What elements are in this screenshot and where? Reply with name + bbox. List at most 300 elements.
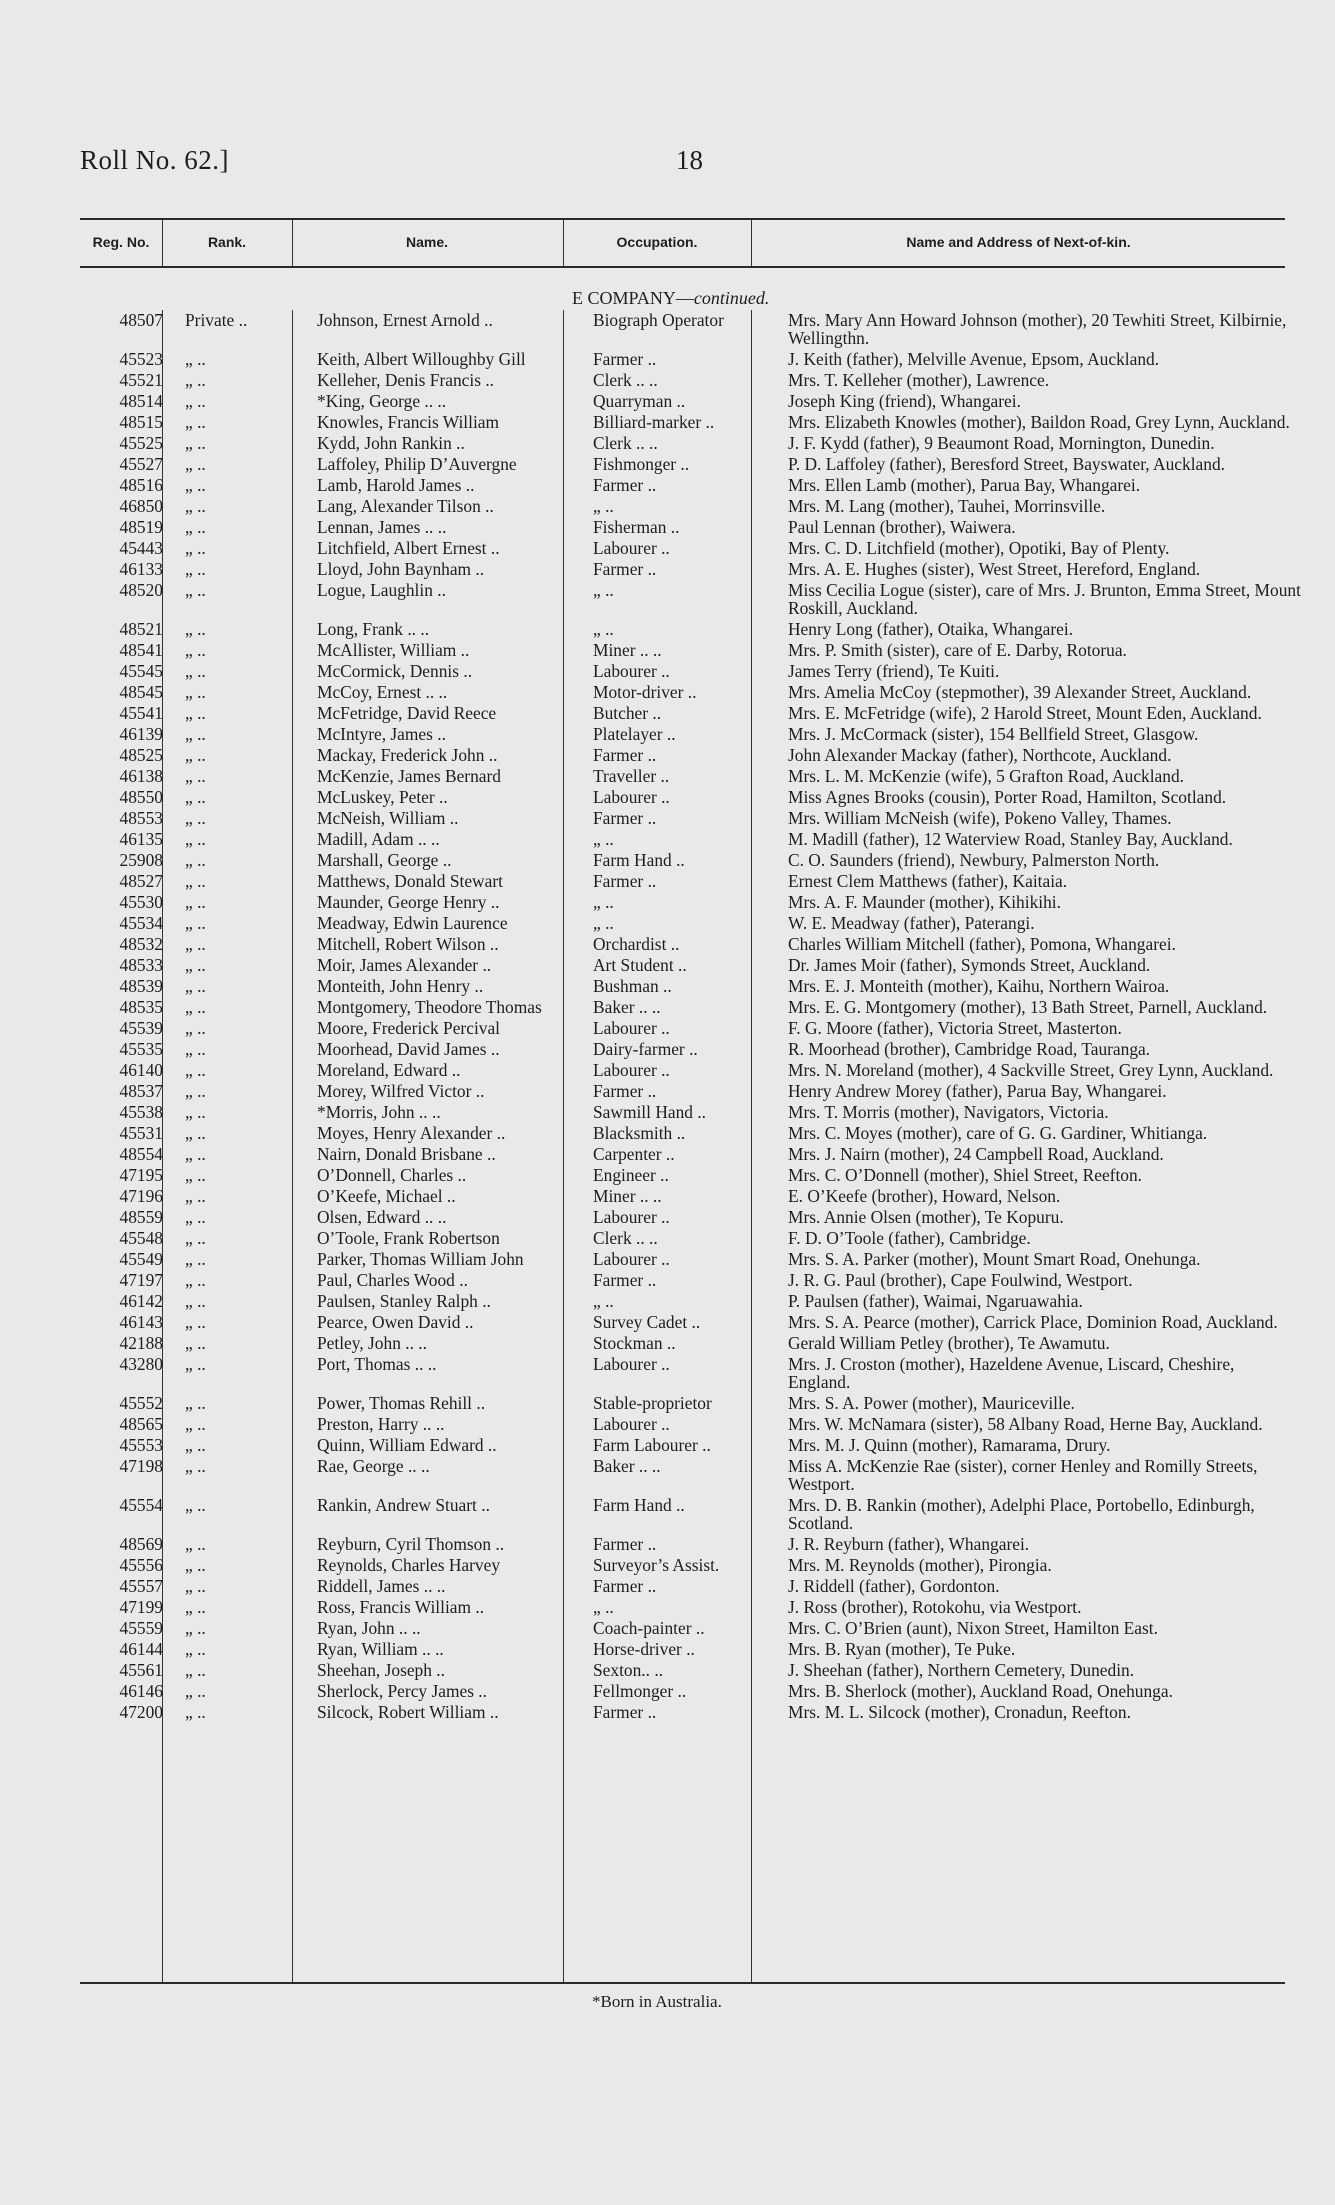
name-cell: Moore, Frederick Percival [317, 1018, 501, 1038]
rank-cell: „ .. [185, 1270, 206, 1290]
rank-cell: „ .. [185, 976, 206, 996]
reg-number: 45535 [119, 1039, 163, 1059]
name-cell: Power, Thomas Rehill .. [317, 1393, 486, 1413]
table-row [80, 1456, 1305, 1495]
rank-cell: „ .. [185, 682, 206, 702]
occupation-cell: Labourer .. [593, 661, 670, 681]
occupation-cell: Survey Cadet .. [593, 1312, 701, 1332]
occupation-cell: Labourer .. [593, 1414, 670, 1434]
next-of-kin-cell: J. Riddell (father), Gordonton. [788, 1576, 1000, 1596]
rank-cell: „ .. [185, 1681, 206, 1701]
occupation-cell: „ .. [593, 892, 614, 912]
next-of-kin-cell: Mrs. C. O’Brien (aunt), Nixon Street, Hamilton East. [788, 1618, 1158, 1638]
rank-cell: „ .. [185, 1228, 206, 1248]
rank-cell: „ .. [185, 934, 206, 954]
occupation-cell: Fisherman .. [593, 517, 680, 537]
rank-cell: „ .. [185, 829, 206, 849]
name-cell: Moorhead, David James .. [317, 1039, 500, 1059]
reg-number: 45538 [119, 1102, 163, 1122]
name-cell: McFetridge, David Reece [317, 703, 497, 723]
name-cell: Petley, John .. .. [317, 1333, 427, 1353]
occupation-cell: Labourer .. [593, 1354, 670, 1374]
table-row [80, 433, 1305, 454]
table-row [80, 1018, 1305, 1039]
reg-number: 48515 [119, 412, 163, 432]
col-header-name: Name. [405, 234, 449, 250]
reg-number: 46133 [119, 559, 163, 579]
occupation-cell: Stable-proprietor [593, 1393, 712, 1413]
reg-number: 48514 [119, 391, 163, 411]
rank-cell: „ .. [185, 1333, 206, 1353]
rank-cell: „ .. [185, 724, 206, 744]
occupation-cell: Farm Labourer .. [593, 1435, 711, 1455]
reg-number: 45523 [119, 349, 163, 369]
occupation-cell: Farmer .. [593, 745, 657, 765]
table-row [80, 1186, 1305, 1207]
next-of-kin-cell: Mrs. M. Reynolds (mother), Pirongia. [788, 1555, 1052, 1575]
reg-number: 48527 [119, 871, 163, 891]
name-cell: Mackay, Frederick John .. [317, 745, 498, 765]
next-of-kin-cell: Miss Cecilia Logue (sister), care of Mrs. J. Brunton, Emma Street, Mount Roskill, Auckland. [788, 580, 1301, 618]
reg-number: 48550 [119, 787, 163, 807]
table-row [80, 1576, 1305, 1597]
reg-number: 47198 [119, 1456, 163, 1476]
table-row [80, 1414, 1305, 1435]
name-cell: O’Toole, Frank Robertson [317, 1228, 500, 1248]
table-bottom-rule [80, 1982, 1285, 1984]
reg-number: 46850 [119, 496, 163, 516]
name-cell: Quinn, William Edward .. [317, 1435, 497, 1455]
next-of-kin-cell: Dr. James Moir (father), Symonds Street, Auckland. [788, 955, 1151, 975]
table-row [80, 580, 1305, 619]
next-of-kin-cell: Mrs. B. Sherlock (mother), Auckland Road, Onehunga. [788, 1681, 1173, 1701]
rank-cell: „ .. [185, 892, 206, 912]
occupation-cell: Farmer .. [593, 1576, 657, 1596]
next-of-kin-cell: J. R. Reyburn (father), Whangarei. [788, 1534, 1030, 1554]
reg-number: 47199 [119, 1597, 163, 1617]
next-of-kin-cell: Mrs. Ellen Lamb (mother), Parua Bay, Whangarei. [788, 475, 1141, 495]
rank-cell: „ .. [185, 1702, 206, 1722]
occupation-cell: Dairy-farmer .. [593, 1039, 698, 1059]
occupation-cell: „ .. [593, 619, 614, 639]
reg-number: 48533 [119, 955, 163, 975]
occupation-cell: Labourer .. [593, 538, 670, 558]
table-row [80, 310, 1305, 349]
table-row [80, 370, 1305, 391]
header-divider [162, 220, 163, 266]
next-of-kin-cell: Gerald William Petley (brother), Te Awamutu. [788, 1333, 1110, 1353]
reg-number: 46143 [119, 1312, 163, 1332]
reg-number: 45553 [119, 1435, 163, 1455]
name-cell: McIntyre, James .. [317, 724, 446, 744]
name-cell: Ryan, John .. .. [317, 1618, 421, 1638]
col-header-kin: Name and Address of Next-of-kin. [906, 234, 1131, 250]
name-cell: Rankin, Andrew Stuart .. [317, 1495, 490, 1515]
occupation-cell: Art Student .. [593, 955, 687, 975]
occupation-cell: Orchardist .. [593, 934, 680, 954]
occupation-cell: Engineer .. [593, 1165, 669, 1185]
rank-cell: „ .. [185, 1039, 206, 1059]
next-of-kin-cell: Mrs. William McNeish (wife), Pokeno Valley, Thames. [788, 808, 1172, 828]
table-row [80, 1228, 1305, 1249]
occupation-cell: Clerk .. .. [593, 1228, 658, 1248]
occupation-cell: „ .. [593, 829, 614, 849]
reg-number: 45525 [119, 433, 163, 453]
reg-number: 48559 [119, 1207, 163, 1227]
name-cell: Moyes, Henry Alexander .. [317, 1123, 506, 1143]
table-row [80, 1312, 1305, 1333]
name-cell: Parker, Thomas William John [317, 1249, 524, 1269]
table-row [80, 1249, 1305, 1270]
name-cell: Moir, James Alexander .. [317, 955, 492, 975]
rank-cell: „ .. [185, 640, 206, 660]
name-cell: Paul, Charles Wood .. [317, 1270, 468, 1290]
rank-cell: „ .. [185, 703, 206, 723]
name-cell: Lloyd, John Baynham .. [317, 559, 485, 579]
table-row [80, 1060, 1305, 1081]
reg-number: 46139 [119, 724, 163, 744]
next-of-kin-cell: Mrs. S. A. Pearce (mother), Carrick Place, Dominion Road, Auckland. [788, 1312, 1278, 1332]
next-of-kin-cell: Miss A. McKenzie Rae (sister), corner Henley and Romilly Streets, Westport. [788, 1456, 1258, 1494]
rank-cell: „ .. [185, 1495, 206, 1515]
table-row [80, 619, 1305, 640]
name-cell: Ross, Francis William .. [317, 1597, 485, 1617]
reg-number: 46144 [119, 1639, 163, 1659]
name-cell: Kelleher, Denis Francis .. [317, 370, 495, 390]
rank-cell: „ .. [185, 1207, 206, 1227]
next-of-kin-cell: Mrs. C. D. Litchfield (mother), Opotiki, Bay of Plenty. [788, 538, 1170, 558]
table-row [80, 1354, 1305, 1393]
rank-cell: „ .. [185, 1618, 206, 1638]
reg-number: 48541 [119, 640, 163, 660]
next-of-kin-cell: J. Keith (father), Melville Avenue, Epsom, Auckland. [788, 349, 1160, 369]
name-cell: Ryan, William .. .. [317, 1639, 444, 1659]
next-of-kin-cell: Ernest Clem Matthews (father), Kaitaia. [788, 871, 1068, 891]
reg-number: 45552 [119, 1393, 163, 1413]
header-divider [751, 220, 752, 266]
reg-number: 48535 [119, 997, 163, 1017]
table-row [80, 913, 1305, 934]
table-row [80, 850, 1305, 871]
rank-cell: „ .. [185, 850, 206, 870]
next-of-kin-cell: Henry Andrew Morey (father), Parua Bay, Whangarei. [788, 1081, 1167, 1101]
next-of-kin-cell: Mrs. E. G. Montgomery (mother), 13 Bath Street, Parnell, Auckland. [788, 997, 1268, 1017]
rank-cell: „ .. [185, 1291, 206, 1311]
occupation-cell: Baker .. .. [593, 1456, 661, 1476]
rank-cell: „ .. [185, 1102, 206, 1122]
rank-cell: „ .. [185, 1312, 206, 1332]
next-of-kin-cell: Mrs. Amelia McCoy (stepmother), 39 Alexander Street, Auckland. [788, 682, 1252, 702]
occupation-cell: Horse-driver .. [593, 1639, 695, 1659]
table-row [80, 787, 1305, 808]
reg-number: 45443 [119, 538, 163, 558]
header-top-rule [80, 218, 1285, 220]
rank-cell: „ .. [185, 808, 206, 828]
header-bottom-rule [80, 266, 1285, 268]
rank-cell: „ .. [185, 1576, 206, 1596]
name-cell: Lennan, James .. .. [317, 517, 447, 537]
name-cell: Meadway, Edwin Laurence [317, 913, 508, 933]
col-header-reg: Reg. No. [92, 234, 150, 250]
reg-number: 45554 [119, 1495, 163, 1515]
reg-number: 48525 [119, 745, 163, 765]
occupation-cell: Farmer .. [593, 349, 657, 369]
col-header-occupation: Occupation. [616, 234, 698, 250]
rank-cell: „ .. [185, 538, 206, 558]
rank-cell: „ .. [185, 766, 206, 786]
table-row [80, 829, 1305, 850]
name-cell: Nairn, Donald Brisbane .. [317, 1144, 496, 1164]
rank-cell: „ .. [185, 1060, 206, 1080]
occupation-cell: Farmer .. [593, 1081, 657, 1101]
reg-number: 48537 [119, 1081, 163, 1101]
reg-number: 45545 [119, 661, 163, 681]
occupation-cell: Miner .. .. [593, 1186, 662, 1206]
name-cell: Litchfield, Albert Ernest .. [317, 538, 500, 558]
next-of-kin-cell: J. F. Kydd (father), 9 Beaumont Road, Mornington, Dunedin. [788, 433, 1215, 453]
name-cell: Silcock, Robert William .. [317, 1702, 499, 1722]
name-cell: Monteith, John Henry .. [317, 976, 484, 996]
rank-cell: „ .. [185, 997, 206, 1017]
reg-number: 46138 [119, 766, 163, 786]
company-continued: continued. [693, 288, 770, 308]
rank-cell: „ .. [185, 913, 206, 933]
table-row [80, 1291, 1305, 1312]
reg-number: 48520 [119, 580, 163, 600]
rank-cell: „ .. [185, 517, 206, 537]
occupation-cell: Baker .. .. [593, 997, 661, 1017]
next-of-kin-cell: Mrs. B. Ryan (mother), Te Puke. [788, 1639, 1016, 1659]
occupation-cell: „ .. [593, 496, 614, 516]
occupation-cell: Farmer .. [593, 559, 657, 579]
name-cell: Long, Frank .. .. [317, 619, 430, 639]
table-row [80, 1123, 1305, 1144]
rank-cell: „ .. [185, 745, 206, 765]
name-cell: Lang, Alexander Tilson .. [317, 496, 494, 516]
next-of-kin-cell: Mrs. D. B. Rankin (mother), Adelphi Place, Portobello, Edinburgh, Scotland. [788, 1495, 1255, 1533]
table-row [80, 496, 1305, 517]
occupation-cell: Butcher .. [593, 703, 662, 723]
table-row [80, 703, 1305, 724]
occupation-cell: Farmer .. [593, 475, 657, 495]
table-row [80, 1435, 1305, 1456]
occupation-cell: Clerk .. .. [593, 433, 658, 453]
reg-number: 48507 [119, 310, 163, 330]
rank-cell: „ .. [185, 871, 206, 891]
next-of-kin-cell: Mrs. J. Nairn (mother), 24 Campbell Road, Auckland. [788, 1144, 1164, 1164]
name-cell: Preston, Harry .. .. [317, 1414, 445, 1434]
next-of-kin-cell: Mrs. S. A. Parker (mother), Mount Smart Road, Onehunga. [788, 1249, 1201, 1269]
footnote: *Born in Australia. [592, 1992, 722, 2011]
reg-number: 47195 [119, 1165, 163, 1185]
name-cell: Moreland, Edward .. [317, 1060, 461, 1080]
table-row [80, 997, 1305, 1018]
name-cell: Riddell, James .. .. [317, 1576, 446, 1596]
table-row [80, 661, 1305, 682]
occupation-cell: Miner .. .. [593, 640, 662, 660]
table-row [80, 538, 1305, 559]
reg-number: 48521 [119, 619, 163, 639]
reg-number: 45530 [119, 892, 163, 912]
name-cell: Mitchell, Robert Wilson .. [317, 934, 499, 954]
rank-cell: „ .. [185, 1165, 206, 1185]
rank-cell: „ .. [185, 559, 206, 579]
occupation-cell: Quarryman .. [593, 391, 686, 411]
reg-number: 42188 [119, 1333, 163, 1353]
next-of-kin-cell: Mrs. E. McFetridge (wife), 2 Harold Street, Mount Eden, Auckland. [788, 703, 1262, 723]
name-cell: Maunder, George Henry .. [317, 892, 500, 912]
page-number: 18 [676, 145, 703, 175]
occupation-cell: Farmer .. [593, 1270, 657, 1290]
rank-cell: „ .. [185, 349, 206, 369]
table-row [80, 976, 1305, 997]
table-row [80, 1597, 1305, 1618]
rank-cell: „ .. [185, 1144, 206, 1164]
table-row [80, 1534, 1305, 1555]
next-of-kin-cell: Mrs. J. McCormack (sister), 154 Bellfield Street, Glasgow. [788, 724, 1199, 744]
reg-number: 47197 [119, 1270, 163, 1290]
name-cell: McAllister, William .. [317, 640, 470, 660]
name-cell: Olsen, Edward .. .. [317, 1207, 447, 1227]
next-of-kin-cell: Mrs. T. Kelleher (mother), Lawrence. [788, 370, 1050, 390]
occupation-cell: Traveller .. [593, 766, 670, 786]
occupation-cell: Carpenter .. [593, 1144, 675, 1164]
reg-number: 45521 [119, 370, 163, 390]
rank-cell: „ .. [185, 1456, 206, 1476]
name-cell: Pearce, Owen David .. [317, 1312, 474, 1332]
next-of-kin-cell: Mrs. Annie Olsen (mother), Te Kopuru. [788, 1207, 1064, 1227]
reg-number: 48519 [119, 517, 163, 537]
rank-cell: „ .. [185, 1555, 206, 1575]
reg-number: 43280 [119, 1354, 163, 1374]
occupation-cell: Stockman .. [593, 1333, 676, 1353]
occupation-cell: Farmer .. [593, 808, 657, 828]
occupation-cell: Platelayer .. [593, 724, 676, 744]
name-cell: Logue, Laughlin .. [317, 580, 446, 600]
rank-cell: „ .. [185, 412, 206, 432]
next-of-kin-cell: Henry Long (father), Otaika, Whangarei. [788, 619, 1074, 639]
rank-cell: „ .. [185, 1597, 206, 1617]
rank-cell: „ .. [185, 619, 206, 639]
occupation-cell: „ .. [593, 580, 614, 600]
table-row [80, 682, 1305, 703]
occupation-cell: Farmer .. [593, 1702, 657, 1722]
rank-cell: „ .. [185, 1639, 206, 1659]
occupation-cell: Sexton.. .. [593, 1660, 664, 1680]
name-cell: Montgomery, Theodore Thomas [317, 997, 542, 1017]
rank-cell: Private .. [185, 310, 248, 330]
occupation-cell: Farm Hand .. [593, 850, 685, 870]
table-row [80, 1144, 1305, 1165]
name-cell: Paulsen, Stanley Ralph .. [317, 1291, 491, 1311]
rank-cell: „ .. [185, 787, 206, 807]
name-cell: O’Keefe, Michael .. [317, 1186, 456, 1206]
table-row [80, 454, 1305, 475]
next-of-kin-cell: C. O. Saunders (friend), Newbury, Palmerston North. [788, 850, 1160, 870]
next-of-kin-cell: F. G. Moore (father), Victoria Street, Masterton. [788, 1018, 1122, 1038]
occupation-cell: Labourer .. [593, 1018, 670, 1038]
next-of-kin-cell: Mrs. S. A. Power (mother), Mauriceville. [788, 1393, 1075, 1413]
next-of-kin-cell: Mrs. M. J. Quinn (mother), Ramarama, Drury. [788, 1435, 1111, 1455]
next-of-kin-cell: Mrs. Mary Ann Howard Johnson (mother), 20 Tewhiti Street, Kilbirnie, Wellingthn. [788, 310, 1287, 348]
table-row [80, 871, 1305, 892]
table-row [80, 412, 1305, 433]
occupation-cell: Farmer .. [593, 1534, 657, 1554]
occupation-cell: Fellmonger .. [593, 1681, 687, 1701]
rank-cell: „ .. [185, 454, 206, 474]
header-divider [563, 220, 564, 266]
table-row [80, 1660, 1305, 1681]
rank-cell: „ .. [185, 1660, 206, 1680]
name-cell: Knowles, Francis William [317, 412, 500, 432]
occupation-cell: „ .. [593, 913, 614, 933]
company-heading [572, 288, 769, 309]
name-cell: Laffoley, Philip D’Auvergne [317, 454, 517, 474]
reg-number: 45561 [119, 1660, 163, 1680]
next-of-kin-cell: P. Paulsen (father), Waimai, Ngaruawahia. [788, 1291, 1083, 1311]
reg-number: 45559 [119, 1618, 163, 1638]
next-of-kin-cell: Joseph King (friend), Whangarei. [788, 391, 1021, 411]
next-of-kin-cell: Mrs. M. Lang (mother), Tauhei, Morrinsville. [788, 496, 1106, 516]
reg-number: 45549 [119, 1249, 163, 1269]
next-of-kin-cell: Mrs. C. Moyes (mother), care of G. G. Gardiner, Whitianga. [788, 1123, 1208, 1143]
name-cell: McLuskey, Peter .. [317, 787, 448, 807]
roster-table [80, 310, 1305, 1723]
table-row [80, 391, 1305, 412]
name-cell: Kydd, John Rankin .. [317, 433, 465, 453]
rank-cell: „ .. [185, 955, 206, 975]
table-row [80, 1039, 1305, 1060]
next-of-kin-cell: James Terry (friend), Te Kuiti. [788, 661, 1000, 681]
occupation-cell: Labourer .. [593, 1249, 670, 1269]
next-of-kin-cell: Mrs. L. M. McKenzie (wife), 5 Grafton Road, Auckland. [788, 766, 1185, 786]
table-row [80, 1081, 1305, 1102]
table-row [80, 1618, 1305, 1639]
occupation-cell: Labourer .. [593, 1060, 670, 1080]
table-row [80, 559, 1305, 580]
next-of-kin-cell: Mrs. W. McNamara (sister), 58 Albany Road, Herne Bay, Auckland. [788, 1414, 1263, 1434]
reg-number: 45531 [119, 1123, 163, 1143]
rank-cell: „ .. [185, 1018, 206, 1038]
next-of-kin-cell: M. Madill (father), 12 Waterview Road, Stanley Bay, Auckland. [788, 829, 1233, 849]
header-divider [292, 220, 293, 266]
reg-number: 45541 [119, 703, 163, 723]
occupation-cell: Surveyor’s Assist. [593, 1555, 720, 1575]
reg-number: 48553 [119, 808, 163, 828]
next-of-kin-cell: J. R. G. Paul (brother), Cape Foulwind, Westport. [788, 1270, 1133, 1290]
next-of-kin-cell: R. Moorhead (brother), Cambridge Road, Tauranga. [788, 1039, 1151, 1059]
name-cell: Sheehan, Joseph .. [317, 1660, 445, 1680]
reg-number: 45539 [119, 1018, 163, 1038]
occupation-cell: Billiard-marker .. [593, 412, 715, 432]
rank-cell: „ .. [185, 1534, 206, 1554]
roll-number: Roll No. 62.] [80, 145, 230, 175]
next-of-kin-cell: P. D. Laffoley (father), Beresford Street, Bayswater, Auckland. [788, 454, 1225, 474]
table-row [80, 475, 1305, 496]
rank-cell: „ .. [185, 1435, 206, 1455]
reg-number: 48539 [119, 976, 163, 996]
next-of-kin-cell: Mrs. J. Croston (mother), Hazeldene Avenue, Liscard, Cheshire, England. [788, 1354, 1235, 1392]
name-cell: Keith, Albert Willoughby Gill [317, 349, 526, 369]
next-of-kin-cell: Mrs. P. Smith (sister), care of E. Darby, Rotorua. [788, 640, 1127, 660]
next-of-kin-cell: Mrs. A. E. Hughes (sister), West Street, Hereford, England. [788, 559, 1201, 579]
name-cell: McKenzie, James Bernard [317, 766, 501, 786]
rank-cell: „ .. [185, 475, 206, 495]
occupation-cell: Sawmill Hand .. [593, 1102, 707, 1122]
rank-cell: „ .. [185, 433, 206, 453]
rank-cell: „ .. [185, 391, 206, 411]
rank-cell: „ .. [185, 1186, 206, 1206]
